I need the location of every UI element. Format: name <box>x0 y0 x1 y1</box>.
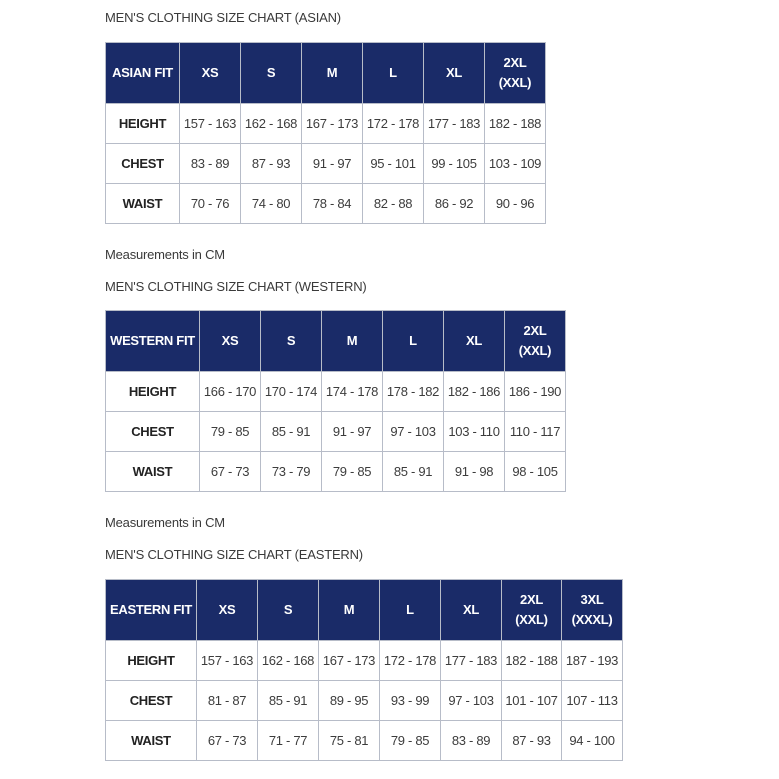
table-row <box>106 184 546 224</box>
size-header-m: M <box>319 580 380 641</box>
size-header-l: L <box>363 43 424 104</box>
table-cell: 83 - 89 <box>441 721 502 761</box>
row-label-chest: CHEST <box>106 681 197 721</box>
size-header-2xl-line2: (XXL) <box>518 343 552 358</box>
asian-size-table <box>105 42 546 224</box>
size-header-3xl <box>562 580 623 641</box>
table-row <box>106 721 623 761</box>
asian-corner-header: ASIAN FIT <box>106 43 180 104</box>
table-cell: 91 - 98 <box>444 452 505 492</box>
table-row <box>106 144 546 184</box>
table-row <box>106 641 623 681</box>
table-cell: 79 - 85 <box>380 721 441 761</box>
table-cell: 186 - 190 <box>505 372 566 412</box>
western-corner-header: WESTERN FIT <box>106 311 200 372</box>
table-row <box>106 104 546 144</box>
row-label-waist: WAIST <box>106 721 197 761</box>
table-cell: 182 - 188 <box>502 641 562 681</box>
table-cell: 89 - 95 <box>319 681 380 721</box>
table-cell: 67 - 73 <box>197 721 258 761</box>
table-cell: 90 - 96 <box>485 184 546 224</box>
table-cell: 101 - 107 <box>502 681 562 721</box>
table-cell: 91 - 97 <box>322 412 383 452</box>
table-cell: 82 - 88 <box>363 184 424 224</box>
size-header-2xl-line1: 2XL <box>503 55 527 70</box>
table-cell: 97 - 103 <box>383 412 444 452</box>
table-cell: 83 - 89 <box>180 144 241 184</box>
western-measurements-note: Measurements in CM <box>105 515 225 530</box>
table-cell: 103 - 110 <box>444 412 505 452</box>
table-cell: 78 - 84 <box>302 184 363 224</box>
table-cell: 79 - 85 <box>322 452 383 492</box>
table-cell: 157 - 163 <box>180 104 241 144</box>
table-cell: 178 - 182 <box>383 372 444 412</box>
table-cell: 94 - 100 <box>562 721 623 761</box>
row-label-height: HEIGHT <box>106 104 180 144</box>
table-cell: 85 - 91 <box>258 681 319 721</box>
table-cell: 81 - 87 <box>197 681 258 721</box>
table-cell: 87 - 93 <box>241 144 302 184</box>
row-label-chest: CHEST <box>106 412 200 452</box>
table-cell: 166 - 170 <box>200 372 261 412</box>
table-row <box>106 681 623 721</box>
table-cell: 167 - 173 <box>319 641 380 681</box>
asian-measurements-note: Measurements in CM <box>105 247 225 262</box>
table-cell: 103 - 109 <box>485 144 546 184</box>
size-header-2xl-line2: (XXL) <box>515 612 548 627</box>
table-cell: 85 - 91 <box>261 412 322 452</box>
table-cell: 98 - 105 <box>505 452 566 492</box>
size-header-l: L <box>383 311 444 372</box>
row-label-waist: WAIST <box>106 452 200 492</box>
size-header-xl: XL <box>441 580 502 641</box>
table-cell: 99 - 105 <box>424 144 485 184</box>
table-cell: 162 - 168 <box>258 641 319 681</box>
table-row <box>106 412 566 452</box>
table-row <box>106 452 566 492</box>
table-cell: 162 - 168 <box>241 104 302 144</box>
table-row <box>106 372 566 412</box>
table-cell: 172 - 178 <box>363 104 424 144</box>
eastern-size-table <box>105 579 623 761</box>
table-cell: 167 - 173 <box>302 104 363 144</box>
table-cell: 86 - 92 <box>424 184 485 224</box>
asian-chart-title: MEN'S CLOTHING SIZE CHART (ASIAN) <box>105 10 341 25</box>
table-cell: 182 - 186 <box>444 372 505 412</box>
size-header-xl: XL <box>424 43 485 104</box>
table-cell: 107 - 113 <box>562 681 623 721</box>
eastern-corner-header: EASTERN FIT <box>106 580 197 641</box>
size-header-s: S <box>261 311 322 372</box>
size-header-xs: XS <box>200 311 261 372</box>
row-label-height: HEIGHT <box>106 372 200 412</box>
table-cell: 182 - 188 <box>485 104 546 144</box>
table-cell: 170 - 174 <box>261 372 322 412</box>
size-header-xs: XS <box>180 43 241 104</box>
asian-header-row <box>106 43 546 104</box>
size-header-2xl-line1: 2XL <box>520 592 543 607</box>
eastern-header-row <box>106 580 623 641</box>
size-header-xl: XL <box>444 311 505 372</box>
table-cell: 67 - 73 <box>200 452 261 492</box>
row-label-height: HEIGHT <box>106 641 197 681</box>
size-header-2xl <box>505 311 566 372</box>
table-cell: 85 - 91 <box>383 452 444 492</box>
eastern-chart-title: MEN'S CLOTHING SIZE CHART (EASTERN) <box>105 547 363 562</box>
size-header-m: M <box>322 311 383 372</box>
western-chart-title: MEN'S CLOTHING SIZE CHART (WESTERN) <box>105 279 367 294</box>
table-cell: 74 - 80 <box>241 184 302 224</box>
table-cell: 70 - 76 <box>180 184 241 224</box>
size-header-2xl-line2: (XXL) <box>498 75 532 90</box>
table-cell: 97 - 103 <box>441 681 502 721</box>
table-cell: 91 - 97 <box>302 144 363 184</box>
size-header-s: S <box>258 580 319 641</box>
table-cell: 110 - 117 <box>505 412 566 452</box>
size-header-2xl <box>485 43 546 104</box>
table-cell: 93 - 99 <box>380 681 441 721</box>
size-header-xs: XS <box>197 580 258 641</box>
size-header-m: M <box>302 43 363 104</box>
row-label-waist: WAIST <box>106 184 180 224</box>
table-cell: 187 - 193 <box>562 641 623 681</box>
table-cell: 73 - 79 <box>261 452 322 492</box>
table-cell: 174 - 178 <box>322 372 383 412</box>
western-header-row <box>106 311 566 372</box>
size-header-2xl-line1: 2XL <box>523 323 547 338</box>
table-cell: 87 - 93 <box>502 721 562 761</box>
size-header-2xl <box>502 580 562 641</box>
table-cell: 79 - 85 <box>200 412 261 452</box>
table-cell: 177 - 183 <box>424 104 485 144</box>
table-cell: 95 - 101 <box>363 144 424 184</box>
row-label-chest: CHEST <box>106 144 180 184</box>
size-header-l: L <box>380 580 441 641</box>
size-header-3xl-line1: 3XL <box>580 592 604 607</box>
table-cell: 75 - 81 <box>319 721 380 761</box>
table-cell: 177 - 183 <box>441 641 502 681</box>
size-header-3xl-line2: (XXXL) <box>571 612 613 627</box>
table-cell: 157 - 163 <box>197 641 258 681</box>
size-header-s: S <box>241 43 302 104</box>
table-cell: 172 - 178 <box>380 641 441 681</box>
table-cell: 71 - 77 <box>258 721 319 761</box>
western-size-table <box>105 310 566 492</box>
